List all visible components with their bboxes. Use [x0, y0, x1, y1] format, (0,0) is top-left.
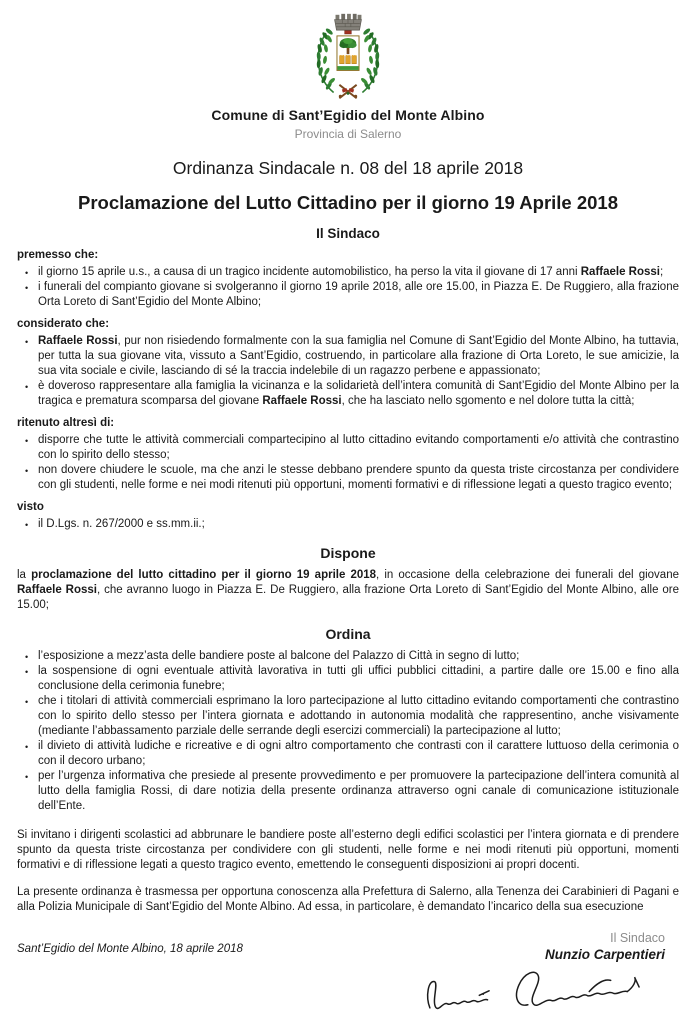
municipality-name: Comune di Sant’Egidio del Monte Albino: [211, 107, 485, 123]
text-segment: il giorno 15 aprile u.s., a causa di un tragico incidente automobilistico, ha perso la vita il giovane di 17 anni: [38, 266, 581, 278]
list-item: • i funerali del compianto giovane si svolgeranno il giorno 19 aprile 2018, alle ore 15.00, in Piazza E. De Ruggiero, alla frazione Orta Loreto di Sant’Egidio del Monte Albino;: [17, 280, 679, 310]
emphasis-text: Raffaele Rossi: [262, 395, 342, 407]
emphasis-text: proclamazione del lutto cittadino per il giorno 19 aprile 2018: [31, 569, 377, 581]
province-name: Provincia di Salerno: [294, 127, 402, 141]
emphasis-text: Raffaele Rossi: [580, 266, 661, 278]
dispone-paragraph: [17, 568, 679, 613]
list-item: • per l’urgenza informativa che presiede al presente provvedimento e per promuovere la partecipazione dell’intera comunità al lutto della famiglia Rossi, di dare notizia della presente ordinanza attraverso ogni canale di comunicazione istituzionale dell’Ente.: [17, 769, 679, 814]
closing-paragraph-transmission: La presente ordinanza è trasmessa per opportuna conoscenza alla Prefettura di Salerno, alla Tenenza dei Carabinieri di Pagani e alla Polizia Municipale di Sant’Egidio del Monte Albino. Ad essa, in particolare, è demandato l’incarico della sua esecuzione: [17, 886, 679, 913]
section-label-premesso: premesso che:: [17, 249, 99, 261]
document-footer: [17, 931, 679, 1014]
text-segment: , in occasione della celebrazione dei funerali del giovane: [376, 569, 679, 581]
ordinance-title: Ordinanza Sindacale n. 08 del 18 aprile 2018: [172, 158, 524, 178]
emphasis-text: Raffaele Rossi: [38, 335, 118, 347]
document-header: [17, 10, 679, 241]
municipal-coat-of-arms-icon: [300, 10, 396, 104]
list-item: • il D.Lgs. n. 267/2000 e ss.mm.ii.;: [17, 517, 679, 532]
list-item: [17, 265, 679, 280]
list-item: [17, 334, 679, 379]
list-item: [17, 379, 679, 409]
signature-name: Nunzio Carpentieri: [544, 947, 665, 962]
handwritten-signature-icon: [419, 962, 665, 1014]
signature-block: [419, 931, 679, 1014]
subject-title: Proclamazione del Lutto Cittadino per il giorno 19 Aprile 2018: [77, 192, 619, 213]
crown-icon: [335, 14, 362, 34]
list-item: • il divieto di attività ludiche e ricreative e di ogni altro comportamento che contrasti con il carattere luttuoso della cerimonia o con il decoro urbano;: [17, 739, 679, 769]
text-segment: è doveroso rappresentare alla famiglia la vicinanza e la solidarietà dell’intera comunità di Sant’Egidio del Monte Albino per la tragica e prematura scomparsa del giovane: [38, 380, 679, 407]
signature-role: Il Sindaco: [610, 931, 665, 945]
visto-list: [17, 517, 679, 532]
text-segment: , pur non risiedendo formalmente con la sua famiglia nel Comune di Sant’Egidio del Monte Albino, ha tuttavia, per tutta la sua giovane vita, vissuto a Sant’Egidio, costruendo, in particolare alla frazione di Orta Loreto, le sue amicizie, la sua vita sociale e civile, lasciando di sé la traccia indelebile di un ragazzo perbene e appassionato;: [38, 335, 679, 377]
ritenuto-list: [17, 433, 679, 493]
text-segment: la: [17, 569, 32, 581]
text-segment: , che avranno luogo in Piazza E. De Ruggiero, alla frazione Orta Loreto di Sant’Egidio del Monte Albino, alle ore 15.00;: [17, 584, 679, 611]
list-item: • l’esposizione a mezz’asta delle bandiere poste al balcone del Palazzo di Città in segno di lutto;: [17, 649, 679, 664]
text-segment: , che ha lasciato nello sgomento e nel dolore tutta la città;: [341, 395, 635, 407]
emphasis-text: Raffaele Rossi: [17, 584, 97, 596]
list-item: • disporre che tutte le attività commerciali compartecipino al lutto cittadino evitando comportamenti e/o attività che contrastino con lo spirito dello stesso;: [17, 433, 679, 463]
ordina-heading: Ordina: [325, 626, 371, 642]
ordina-list: [17, 649, 679, 814]
premesso-list: [17, 265, 679, 310]
section-label-considerato: considerato che:: [17, 318, 110, 330]
tower-icons: [340, 55, 357, 64]
text-segment: ;: [660, 266, 664, 278]
section-label-ritenuto: ritenuto altresì di:: [17, 417, 115, 429]
place-date-line: Sant’Egidio del Monte Albino, 18 aprile 2018: [17, 943, 243, 955]
wreath-left-branch: [316, 27, 336, 92]
closing-paragraph-schools: Si invitano i dirigenti scolastici ad abbrunare le bandiere poste all’esterno degli edifici scolastici per l’intera giornata e di prendere spunto da questa triste circostanza per condividere con gli studenti, nelle forme e nei modi ritenuti più opportuni, momenti formativi e di riflessione legati a questo tragico evento, emettendo le conseguenti disposizioni ai propri docenti.: [17, 829, 679, 871]
sindaco-heading: Il Sindaco: [316, 226, 380, 241]
shield-icon: [337, 36, 359, 71]
list-item: • non dovere chiudere le scuole, ma che anzi le stesse debbano prendere spunto da questa triste circostanza per condividere con gli studenti, nelle forme e nei modi ritenuti più opportuni, momenti formativi e di riflessione legati a questo tragico evento;: [17, 463, 679, 493]
dispone-heading: Dispone: [320, 545, 376, 561]
considerato-list: [17, 334, 679, 409]
ribbon-icon: [339, 85, 357, 98]
list-item: • la sospensione di ogni eventuale attività lavorativa in tutti gli uffici pubblici cittadini, a partire dalle ore 15.00 e fino alla conclusione della cerimonia funebre;: [17, 664, 679, 694]
section-label-visto: visto: [17, 501, 44, 513]
wreath-right-branch: [360, 27, 380, 92]
list-item: • che i titolari di attività commerciali esprimano la loro partecipazione al lutto cittadino evitando comportamenti che contrastino con lo spirito dello stesso per l’intera giornata e adottando in autonomia modalità che rappresentino, anche visivamente (mediante l’abbassamento parziale delle serrande degli esercizi commerciali) la partecipazione al lutto;: [17, 694, 679, 739]
